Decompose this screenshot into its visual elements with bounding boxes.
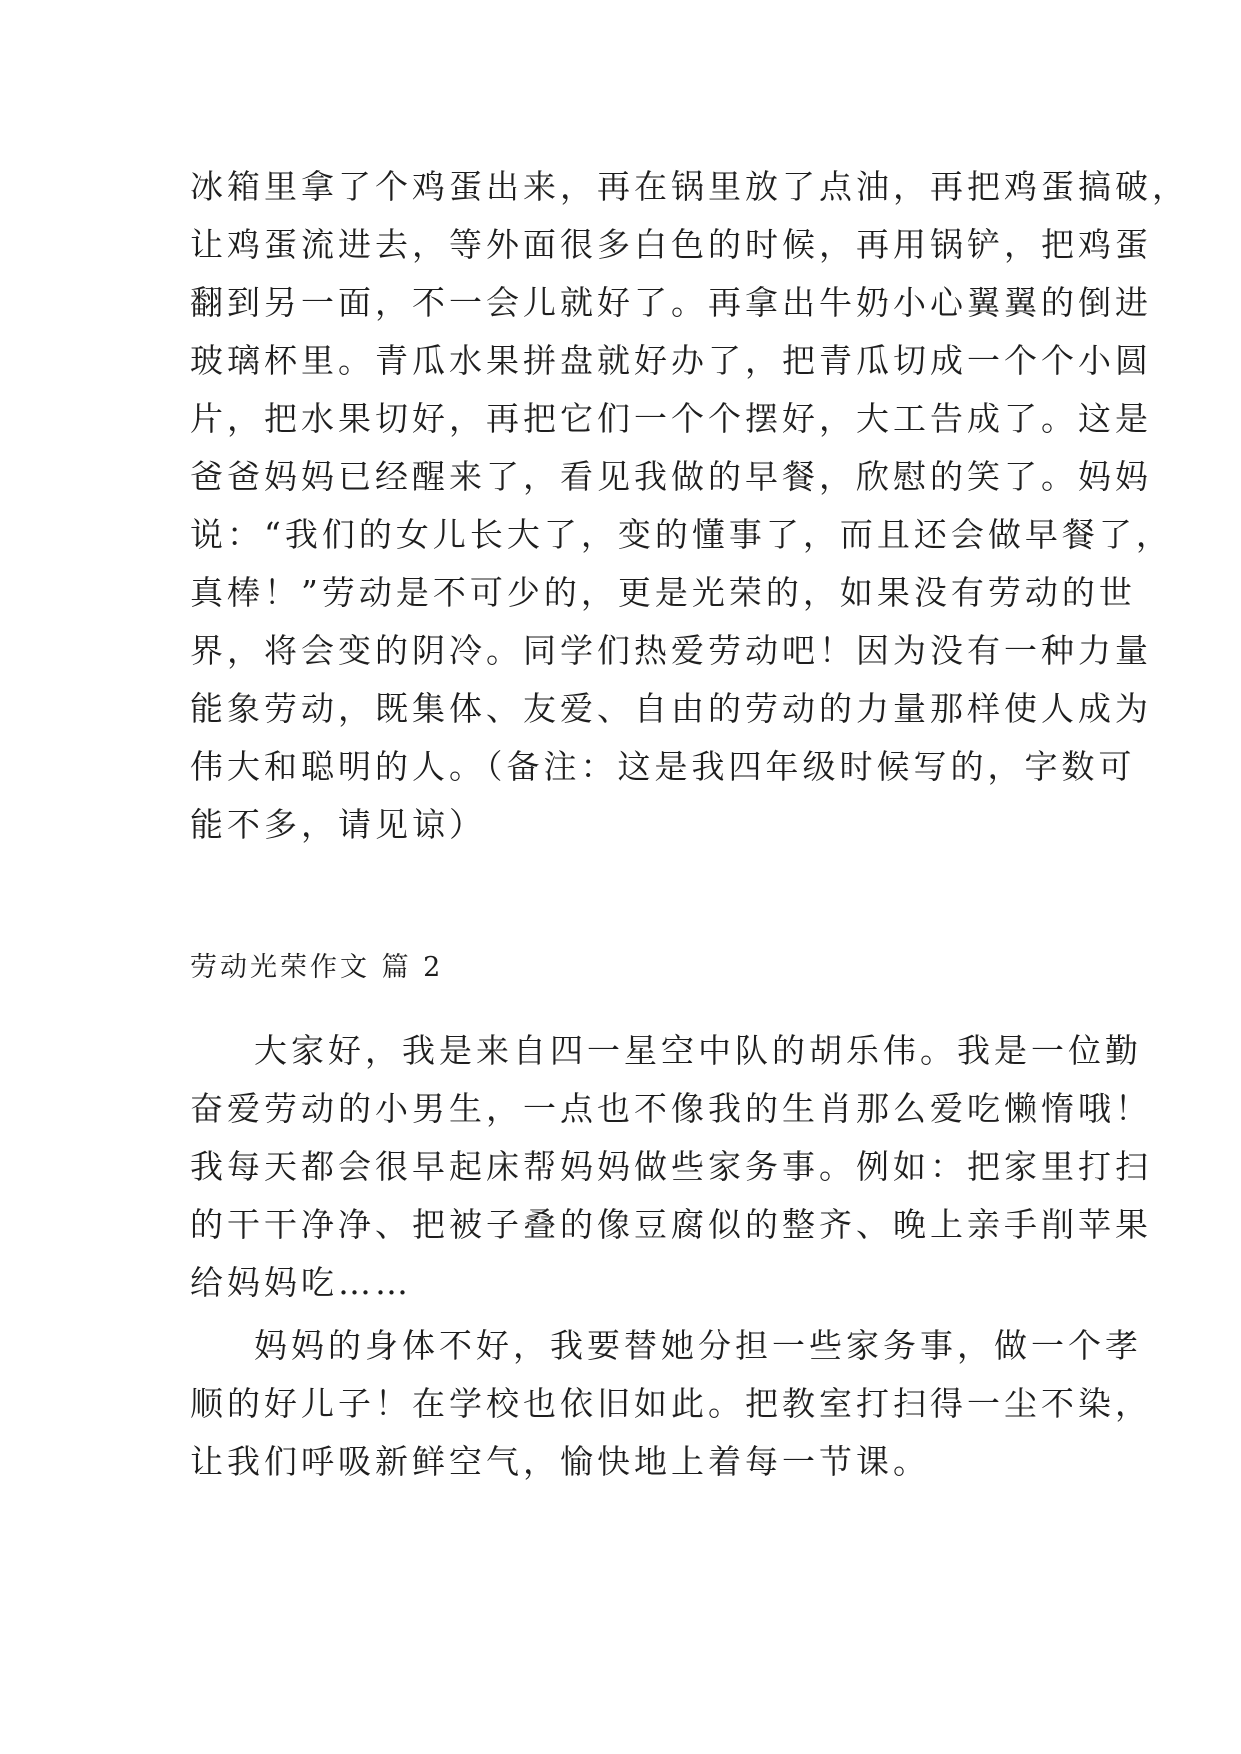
text-line: 妈妈的身体不好，我要替她分担一些家务事，做一个孝	[254, 1326, 1142, 1365]
text-line: 我每天都会很早起床帮妈妈做些家务事。例如：把家里打扫	[190, 1147, 1152, 1186]
text-line: 爸爸妈妈已经醒来了，看见我做的早餐，欣慰的笑了。妈妈	[190, 457, 1152, 496]
text-line: 片，把水果切好，再把它们一个个摆好，大工告成了。这是	[190, 399, 1152, 438]
text-line: 界，将会变的阴冷。同学们热爱劳动吧！因为没有一种力量	[190, 631, 1152, 670]
text-line: 玻璃杯里。青瓜水果拼盘就好办了，把青瓜切成一个个小圆	[190, 341, 1152, 380]
text-line: 翻到另一面，不一会儿就好了。再拿出牛奶小心翼翼的倒进	[190, 283, 1152, 322]
section-title: 劳动光荣作文 篇 2	[190, 952, 444, 983]
text-line: 给妈妈吃……	[190, 1263, 412, 1302]
text-line: 的干干净净、把被子叠的像豆腐似的整齐、晚上亲手削苹果	[190, 1205, 1152, 1244]
text-line: 说：“我们的女儿长大了，变的懂事了，而且还会做早餐了，	[190, 515, 1173, 554]
text-line: 能象劳动，既集体、友爱、自由的劳动的力量那样使人成为	[190, 689, 1152, 728]
text-line: 能不多，请见谅）	[190, 805, 486, 844]
text-line: 顺的好儿子！在学校也依旧如此。把教室打扫得一尘不染，	[190, 1384, 1152, 1423]
text-line: 让我们呼吸新鲜空气，愉快地上着每一节课。	[190, 1442, 930, 1481]
text-line: 大家好，我是来自四一星空中队的胡乐伟。我是一位勤	[254, 1031, 1142, 1070]
text-line: 奋爱劳动的小男生，一点也不像我的生肖那么爱吃懒惰哦！	[190, 1089, 1152, 1128]
text-line: 伟大和聪明的人。（备注：这是我四年级时候写的，字数可	[190, 747, 1136, 786]
paragraph-2	[190, 1022, 1152, 1312]
paragraph-3	[190, 1317, 1152, 1491]
text-line: 让鸡蛋流进去，等外面很多白色的时候，再用锅铲，把鸡蛋	[190, 225, 1152, 264]
paragraph-continued	[190, 158, 1189, 854]
text-line: 冰箱里拿了个鸡蛋出来，再在锅里放了点油，再把鸡蛋搞破，	[190, 167, 1189, 206]
text-line: 真棒！”劳动是不可少的，更是光荣的，如果没有劳动的世	[190, 573, 1136, 612]
